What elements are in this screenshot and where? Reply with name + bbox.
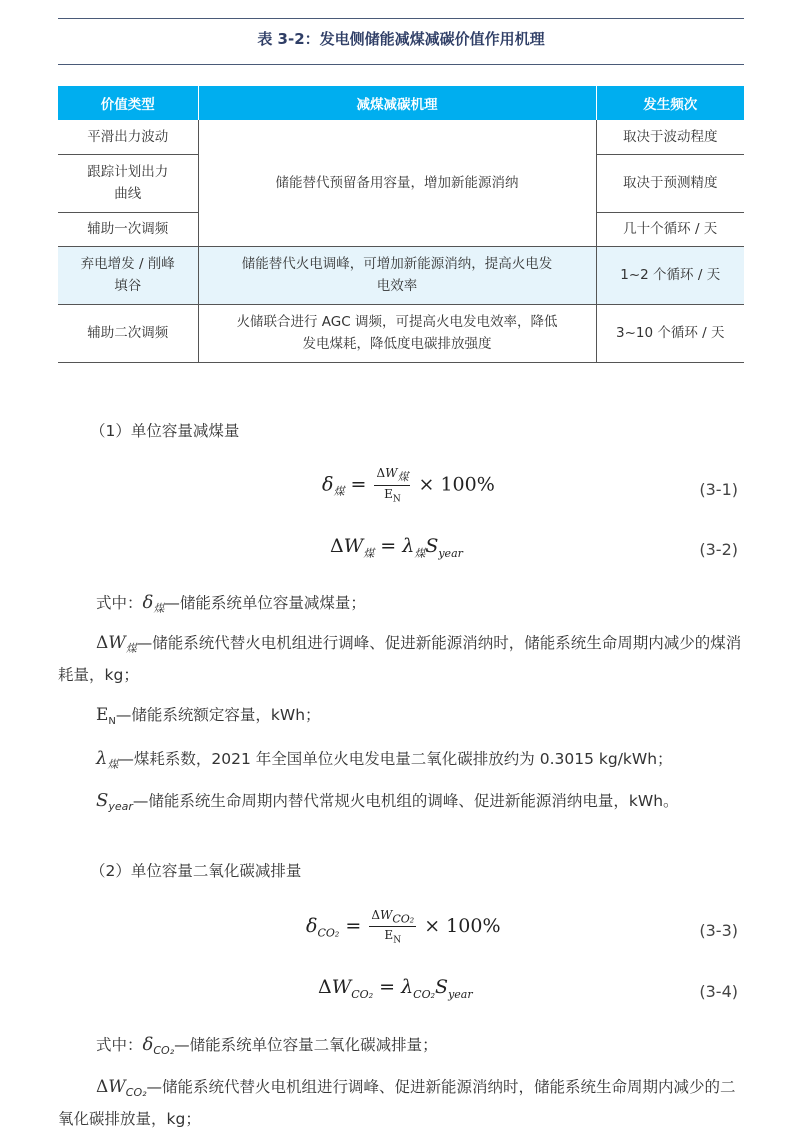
cell-mechanism-merged: 储能替代预留备用容量，增加新能源消纳	[198, 120, 596, 246]
cell-freq: 1~2 个循环 / 天	[596, 246, 744, 304]
header-frequency: 发生频次	[596, 86, 744, 120]
definition-line: $S_{year}—$储能系统生命周期内替代常规火电机组的调峰、促进新能源消纳电量，kWh。	[96, 790, 679, 814]
section2-heading: （2）单位容量二氧化碳减排量	[90, 862, 302, 880]
mechanism-table	[58, 86, 744, 363]
cell-type: 平滑出力波动	[58, 120, 198, 154]
equation-number: (3-3)	[699, 921, 738, 940]
cell-freq: 取决于预测精度	[596, 154, 744, 212]
section1-heading: （1）单位容量减煤量	[90, 422, 240, 440]
cell-type: 跟踪计划出力 曲线	[58, 154, 198, 212]
definition-text: 储能系统单位容量二氧化碳减排量；	[189, 1036, 438, 1054]
cell-mechanism: 火储联合进行 AGC 调频，可提高火电发电效率，降低 发电煤耗，降低度电碳排放强度	[198, 304, 596, 362]
equation-3-3: $\delta_{CO_2}$ = $\Delta W_{CO_2}$ $E_N$ × 100%	[306, 908, 501, 946]
table-caption: 表 3-2：发电侧储能减煤减碳价值作用机理	[257, 30, 545, 48]
cell-freq: 取决于波动程度	[596, 120, 744, 154]
header-mechanism: 减煤减碳机理	[198, 86, 596, 120]
equation-3-4: $\Delta W_{CO_2} = \lambda_{CO_2}S_{year}$	[318, 976, 473, 1001]
definition-line: $\Delta W_{CO_2}—$储能系统代替火电机组进行调峰、促进新能源消纳时，储能系统生命周期内减少的二氧化碳排放量，kg；	[58, 1077, 736, 1129]
definition-text: 储能系统单位容量减煤量；	[179, 594, 366, 612]
cell-type: 弃电增发 / 削峰 填谷	[58, 246, 198, 304]
definition-text: 储能系统代替火电机组进行调峰、促进新能源消纳时，储能系统生命周期内减少的煤消耗量，kg；	[58, 634, 742, 685]
definition-prefix: 式中：	[96, 1036, 143, 1054]
cell-freq: 几十个循环 / 天	[596, 212, 744, 246]
cell-type: 辅助二次调频	[58, 304, 198, 362]
definition-line: $E_N—$储能系统额定容量，kWh；	[96, 705, 321, 728]
definition-prefix: 式中：	[96, 594, 143, 612]
equation-number: (3-4)	[699, 982, 738, 1001]
cell-mechanism: 储能替代火电调峰，可增加新能源消纳，提高火电发 电效率	[198, 246, 596, 304]
definition-line: $\lambda_煤—$煤耗系数，2021 年全国单位火电发电量二氧化碳排放约为 0.3015 kg/kWh；	[96, 748, 673, 772]
definition-text: 储能系统生命周期内替代常规火电机组的调峰、促进新能源消纳电量，kWh。	[148, 792, 679, 810]
equation-number: (3-1)	[699, 480, 738, 499]
header-value-type: 价值类型	[58, 86, 198, 120]
definition-line: 式中：$\delta_煤—$储能系统单位容量减煤量；	[96, 592, 366, 616]
caption-rule	[58, 64, 744, 65]
equation-3-2: $\Delta W_煤 = \lambda_煤S_{year}$	[330, 535, 463, 560]
cell-type: 辅助一次调频	[58, 212, 198, 246]
top-rule	[58, 18, 744, 19]
definition-text: 储能系统额定容量，kWh；	[131, 706, 321, 724]
definition-text: 煤耗系数，2021 年全国单位火电发电量二氧化碳排放约为 0.3015 kg/kWh；	[133, 750, 673, 768]
equation-number: (3-2)	[699, 540, 738, 559]
definition-line: 式中：$\delta_{CO_2}—$储能系统单位容量二氧化碳减排量；	[96, 1034, 438, 1058]
cell-freq: 3~10 个循环 / 天	[596, 304, 744, 362]
definition-text: 储能系统代替火电机组进行调峰、促进新能源消纳时，储能系统生命周期内减少的二氧化碳排放量，kg；	[58, 1078, 736, 1129]
definition-line: $\Delta W_煤—$储能系统代替火电机组进行调峰、促进新能源消纳时，储能系统生命周期内减少的煤消耗量，kg；	[58, 633, 742, 685]
equation-3-1: $\delta_煤$ = $\Delta W_煤$ $E_N$ × 100%	[322, 466, 495, 505]
